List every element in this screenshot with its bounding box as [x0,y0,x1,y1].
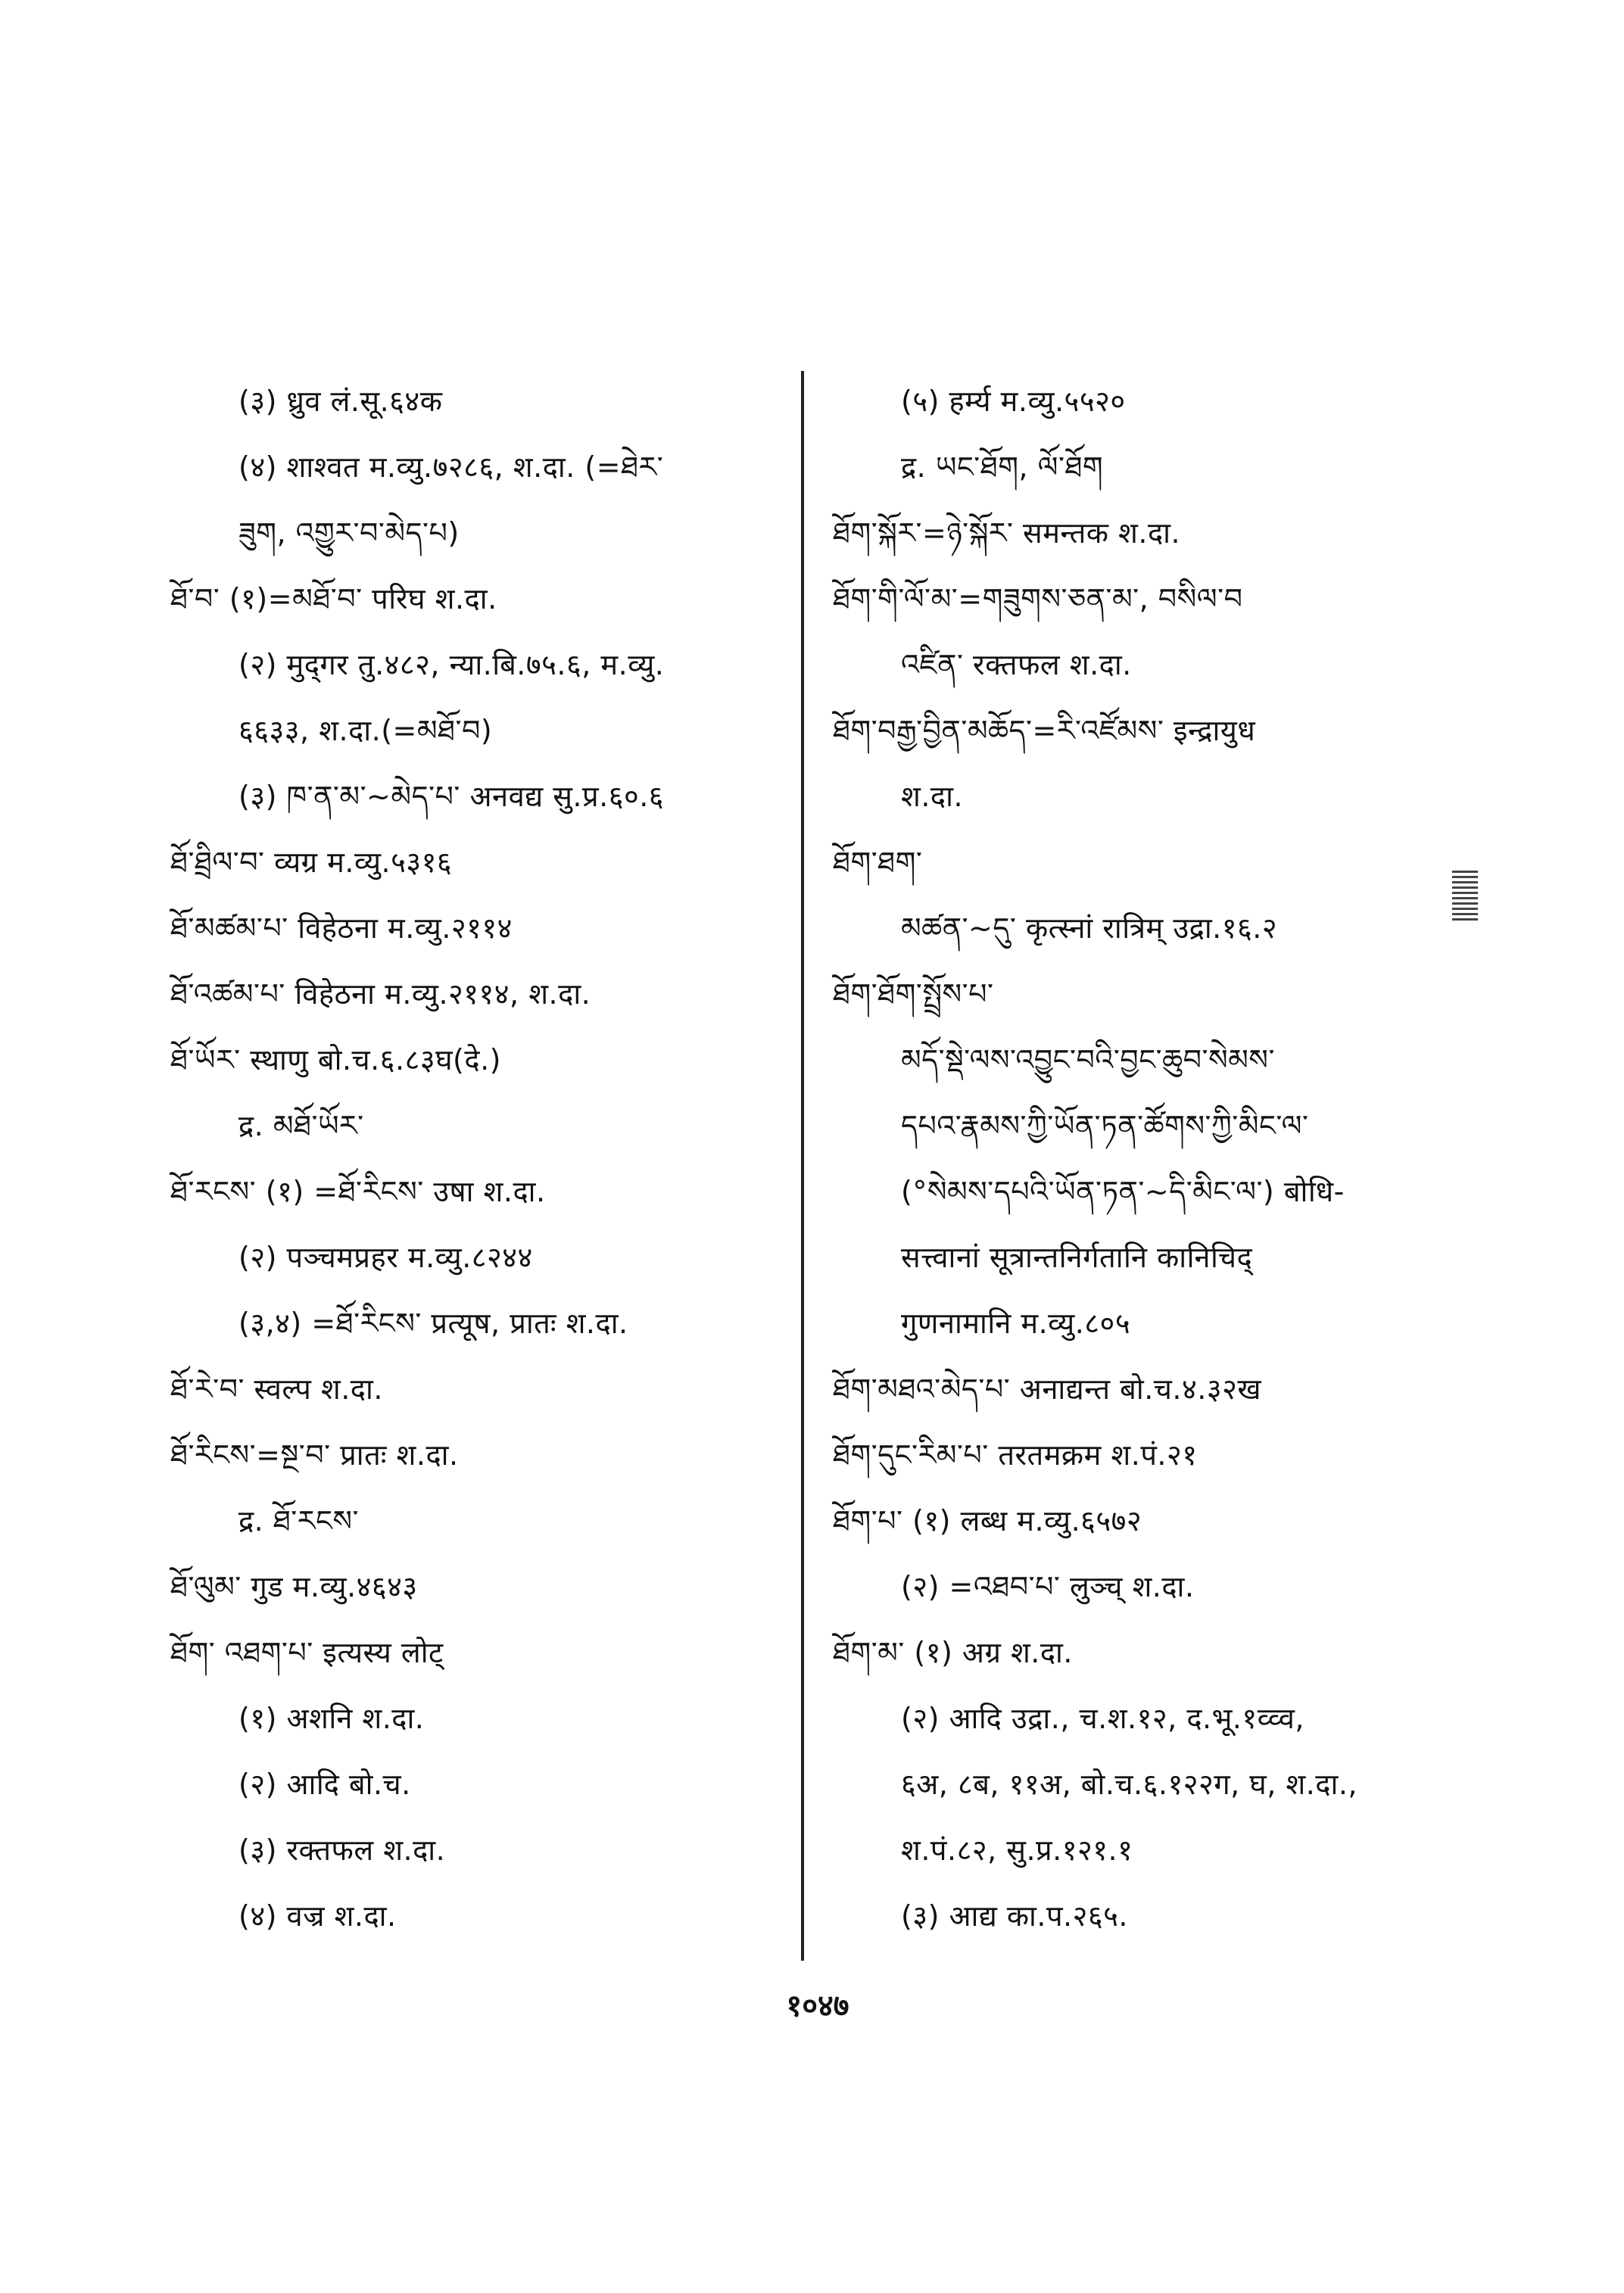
entry-subline: མདོ་སྡེ་ལས་འབྱུང་བའི་བྱང་ཆུབ་སེམས་ [901,1043,1275,1076]
entry-subline: गुणनामानि म.व्यु.८०५ [901,1307,1131,1340]
entry-subline: द्र. ཐོ་རངས་ [238,1504,359,1537]
entry-subline: श.दा. [901,780,964,813]
entry-subline: ཟུག, འགྱུར་བ་མེད་པ) [238,516,460,550]
entry-subline: (३) ध्रुव लं.सू.६४क [238,385,443,418]
entry-subline: सत्त्वानां सूत्रान्तनिर्गतानि कानिचिद् [901,1241,1253,1274]
entry-headword-line: ཐོག་བརྒྱ་བྱིན་མཆོད་=རི་འཛོམས་ इन्द्रायुध [833,714,1256,747]
entry-subline: (४) वज्र श.दा. [238,1899,397,1933]
entry-headword-line: ཐོ་ཡོར་ स्थाणु बो.च.६.८३घ(दे.) [170,1043,501,1076]
entry-headword-line: ཐོག་སྐོར་=ཉེ་སྐོར་ समन्तक श.दा. [833,516,1181,550]
entry-subline: མཚན་~དུ་ कृत्स्नां रात्रिम् उद्रा.१६.२ [901,911,1278,945]
entry-subline: (३) ཁ་ན་མ་~མེད་པ་ अनवद्य सु.प्र.६०.६ [238,780,665,813]
entry-subline: ६अ, ८ब, ११अ, बो.च.६.१२२ग, घ, श.दा., [901,1768,1357,1801]
entry-subline: (१) अशनि श.दा. [238,1702,425,1735]
column-divider [801,371,804,1961]
entry-subline: (५) हर्म्य म.व्यु.५५२० [901,385,1126,418]
entry-subline: द्र. ཡང་ཐོག, ལོ་ཐོག [901,450,1104,484]
entry-headword-line: ཐོ་རེ་བ་ स्वल्प श.दा. [170,1372,383,1406]
entry-headword-line: ཐོ་འཚམ་པ་ विहेठना म.व्यु.२११४, श.दा. [170,977,591,1011]
entry-subline: (°སེམས་དཔའི་ཡོན་ཏན་~དི་མིང་ལ་) बोधि- [901,1175,1345,1208]
entry-headword-line: ཐོ་ལུམ་ गुड म.व्यु.४६४३ [170,1570,418,1603]
entry-subline: (३) रक्तफल श.दा. [238,1833,446,1867]
thumb-index-marks [1452,871,1478,924]
entry-subline: འཛིན་ रक्तफल श.दा. [901,648,1132,681]
page-number: १०४७ [786,1989,849,2024]
entry-headword-line: ཐོག་ འཐག་པ་ इत्यस्य लोट् [170,1636,444,1669]
entry-subline: དཔའ་རྣམས་ཀྱི་ཡོན་ཏན་ཚོགས་ཀྱི་མིང་ལ་ [901,1109,1309,1142]
entry-subline: (३,४) =ཐོ་རིངས་ प्रत्यूष, प्रातः श.दा. [238,1307,628,1340]
entry-headword-line: ཐོག་གི་ལོ་མ་=གཟུགས་ཅན་མ་, བསིལ་བ [833,582,1243,615]
entry-headword-line: ཐོག་ཐོག་སྤྲོས་པ་ [833,977,994,1011]
entry-subline: (२) पञ्चमप्रहर म.व्यु.८२४४ [238,1241,533,1274]
entry-headword-line: ཐོ་རིངས་=སྔ་བ་ प्रातः श.दा. [170,1438,459,1472]
entry-subline: श.पं.८२, सु.प्र.१२१.१ [901,1833,1133,1867]
entry-headword-line: ཐོ་མཚམ་པ་ विहेठना म.व्यु.२११४ [170,911,513,945]
entry-subline: (२) आदि उद्रा., च.श.१२, द.भू.१व्व्व, [901,1702,1304,1735]
entry-headword-line: ཐོ་རངས་ (१) =ཐོ་རིངས་ उषा श.दा. [170,1175,546,1208]
entry-headword-line: ཐོ་བ་ (१)=མཐོ་བ་ परिघ श.दा. [170,582,497,615]
entry-headword-line: ཐོག་ཐག་ [833,846,923,879]
entry-subline: (२) मुद्‌गर तु.४८२, न्या.बि.७५.६, म.व्यु. [238,648,665,681]
entry-headword-line: ཐོ་ཐྲིལ་བ་ व्यग्र म.व्यु.५३१६ [170,846,453,879]
entry-headword-line: ཐོག་དུང་རིམ་པ་ तरतमक्रम श.पं.२१ [833,1438,1198,1472]
entry-subline: (३) आद्य का.प.२६५. [901,1899,1128,1933]
entry-subline: द्र. མཐོ་ཡོར་ [238,1109,364,1142]
entry-subline: (४) शाश्वत म.व्यु.७२८६, श.दा. (=ཐེར་ [238,450,664,484]
entry-headword-line: ཐོག་མཐའ་མེད་པ་ अनाद्यन्त बो.च.४.३२ख [833,1372,1261,1406]
entry-headword-line: ཐོག་མ་ (१) अग्र श.दा. [833,1636,1073,1669]
entry-subline: (२) =འཐབ་པ་ लुञ्च् श.दा. [901,1570,1195,1603]
entry-headword-line: ཐོག་པ་ (१) लब्ध म.व्यु.६५७२ [833,1504,1142,1537]
entry-subline: (२) आदि बो.च. [238,1768,411,1801]
entry-subline: ६६३३, श.दा.(=མཐོ་བ) [238,714,493,747]
